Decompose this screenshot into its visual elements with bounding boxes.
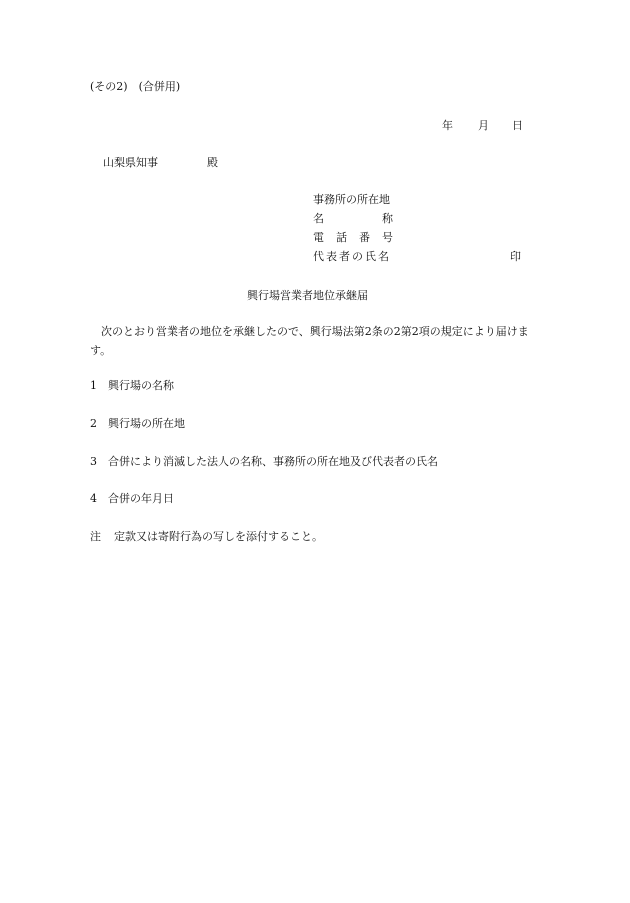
phone-label-1: 電 [313,231,324,244]
list-item-text: 興行場の所在地 [108,417,185,430]
list-item-text: 合併の年月日 [108,492,174,505]
list-item-number: 3 [90,455,97,468]
seal-mark: 印 [510,250,521,263]
name-label-second: 称 [382,212,393,225]
office-address-label: 事務所の所在地 [313,193,390,206]
note-text: 定款又は寄附行為の写しを添付すること。 [114,530,323,543]
list-item-number: 2 [90,417,97,430]
representative-label: 代表者の氏名 [313,250,391,263]
addressee-recipient: 山梨県知事 [103,156,158,169]
addressee-honorific: 殿 [207,156,218,169]
document-body: 次のとおり営業者の地位を承継したので、興行場法第2条の2第2項の規定により届けます。 [90,325,529,357]
date-year-label: 年 [442,119,453,132]
phone-label-3: 番 [359,231,370,244]
name-label-first: 名 [313,212,324,225]
phone-label-2: 話 [336,231,347,244]
list-item-number: 1 [90,379,97,392]
date-month-label: 月 [478,119,489,132]
document-title: 興行場営業者地位承継届 [247,289,368,302]
list-item-text: 興行場の名称 [108,379,174,392]
list-item-text: 合併により消滅した法人の名称、事務所の所在地及び代表者の氏名 [108,455,438,468]
date-day-label: 日 [512,119,523,132]
phone-label-4: 号 [382,231,393,244]
note-label: 注 [90,530,101,543]
list-item-number: 4 [90,492,97,505]
form-label: (その2) (合併用) [90,80,181,93]
